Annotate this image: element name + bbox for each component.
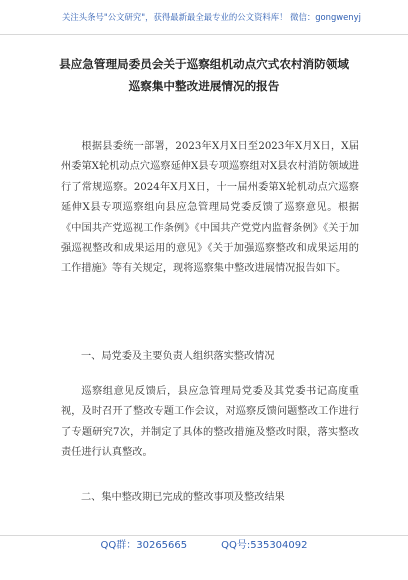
header-banner-text: 关注头条号"公文研究"，获得最新最全最专业的公文资料库！ 微信：gongwenyj (62, 12, 361, 22)
footer-contact (0, 536, 408, 551)
section-heading-1: 一、局党委及主要负责人组织落实整改情况 (81, 351, 275, 362)
body-paragraph-2: 巡察组意见反馈后，县应急管理局党委及其党委书记高度重视，及时召开了整改专题工作会议，对巡察反馈问题整改工作进行了专题研究7次，并制定了具体的整改措施及整改时限，落实整改责任进行认真整改。 (61, 386, 359, 459)
document-title-line-2: 巡察集中整改进展情况的报告 (128, 79, 280, 93)
header-banner (0, 0, 408, 35)
section-heading-2: 二、集中整改期已完成的整改事项及整改结果 (81, 492, 285, 503)
footer-qq-group: QQ群：30265665 (100, 540, 188, 551)
body-paragraph-1: 根据县委统一部署，2023年X月X日至2023年X月X日，X届州委第X轮机动点穴巡察延伸X县专项巡察组对X县农村消防领域进行了常规巡察。2024年X月X日，十一届州委第X轮机动点穴巡察延伸X县专项巡察组向县应急管理局党委反馈了巡察意见。根据《中国共产党巡视工作条例》《中国共产党党内监督条例》《关于加强巡视整改和成果运用的意见》《关于加强巡察整改和成果运用的工作措施》等有关规定，现将巡察集中整改进展情况报告如下。 (61, 141, 359, 275)
footer-qq-number: QQ号:535304092 (221, 540, 308, 551)
document-title-line-1: 县应急管理局委员会关于巡察组机动点穴式农村消防领域 (59, 57, 349, 71)
